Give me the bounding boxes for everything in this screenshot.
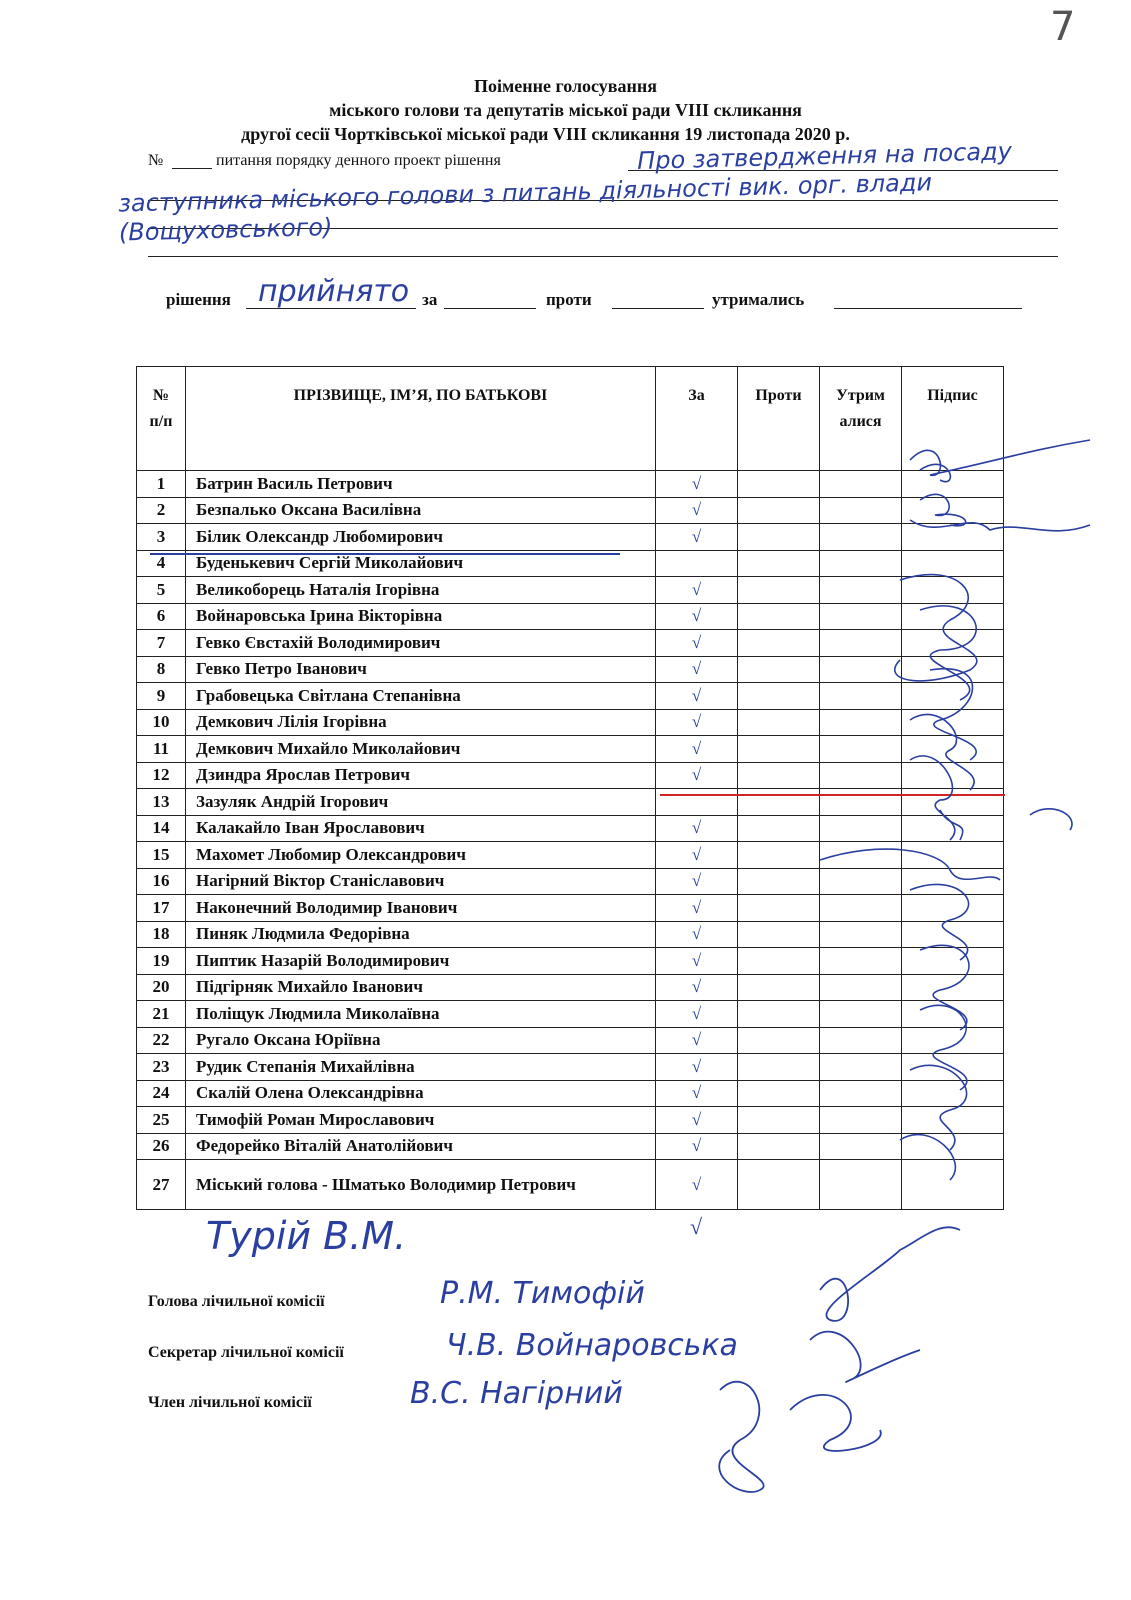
row-name: Гевко Петро Іванович (186, 656, 656, 683)
row-for-check: √ (656, 683, 738, 710)
row-for-check: √ (656, 1001, 738, 1028)
row-name: Ругало Оксана Юріївна (186, 1027, 656, 1054)
secretary-label: Секретар лічильної комісії (148, 1344, 344, 1361)
row-name: Підгірняк Михайло Іванович (186, 974, 656, 1001)
row-num: 23 (137, 1054, 186, 1081)
row-num: 12 (137, 762, 186, 789)
row-num: 11 (137, 736, 186, 763)
row-num: 9 (137, 683, 186, 710)
extra-voter-check: √ (690, 1214, 703, 1239)
row-name: Демкович Лілія Ігорівна (186, 709, 656, 736)
row-num: 18 (137, 921, 186, 948)
agenda-label: питання порядку денного проект рішення (216, 152, 501, 169)
header-name: ПРІЗВИЩЕ, ІМ’Я, ПО БАТЬКОВІ (186, 367, 656, 471)
row-name: Дзиндра Ярослав Петрович (186, 762, 656, 789)
row-for-check (656, 550, 738, 577)
row-for-check: √ (656, 603, 738, 630)
strike-line-row-4 (150, 553, 620, 555)
row-num: 26 (137, 1133, 186, 1160)
row-for-check: √ (656, 497, 738, 524)
row-for-check: √ (656, 815, 738, 842)
agenda-handwritten: Про затвердження на посаду заступника міського голови з питань діяльності вик. орг. влади (Вощуховського) (117, 137, 1013, 247)
abstain-label: утримались (712, 290, 805, 309)
row-for-check (656, 789, 738, 816)
decision-label: рішення (166, 290, 231, 309)
row-num: 17 (137, 895, 186, 922)
for-blank (444, 308, 536, 309)
row-num: 6 (137, 603, 186, 630)
row-num: 21 (137, 1001, 186, 1028)
member-label: Член лічильної комісії (148, 1394, 312, 1411)
agenda-number-prefix: № (148, 152, 164, 169)
row-num: 8 (137, 656, 186, 683)
row-for-check: √ (656, 921, 738, 948)
row-name: Буденькевич Сергій Миколайович (186, 550, 656, 577)
row-name: Батрин Василь Петрович (186, 471, 656, 498)
agenda-line-4 (148, 256, 1058, 257)
row-for-check: √ (656, 868, 738, 895)
row-for-check: √ (656, 1107, 738, 1134)
row-num: 13 (137, 789, 186, 816)
row-name: Грабовецька Світлана Степанівна (186, 683, 656, 710)
row-for-check: √ (656, 1133, 738, 1160)
title-line-1: Поіменне голосування (473, 76, 658, 96)
title-line-3: другої сесії Чортківської міської ради VIII скликання 19 листопада 2020 р. (241, 124, 850, 144)
row-name: Демкович Михайло Миколайович (186, 736, 656, 763)
row-name: Великоборець Наталія Ігорівна (186, 577, 656, 604)
row-num: 10 (137, 709, 186, 736)
row-name: Махомет Любомир Олександрович (186, 842, 656, 869)
chair-name: Р.М. Тимофій (440, 1276, 645, 1311)
header-for: За (656, 367, 738, 471)
row-name: Пиняк Людмила Федорівна (186, 921, 656, 948)
chair-label: Голова лічильної комісії (148, 1293, 325, 1310)
row-name: Калакайло Іван Ярославович (186, 815, 656, 842)
row-for-check: √ (656, 762, 738, 789)
row-num: 16 (137, 868, 186, 895)
row-name: Наконечний Володимир Іванович (186, 895, 656, 922)
row-num: 2 (137, 497, 186, 524)
against-blank (612, 308, 704, 309)
row-num: 27 (137, 1160, 186, 1210)
row-num: 1 (137, 471, 186, 498)
header-signature: Підпис (902, 367, 1004, 471)
decision-handwritten: прийнято (258, 274, 410, 309)
row-for-check: √ (656, 1027, 738, 1054)
row-name: Нагірний Віктор Станіславович (186, 868, 656, 895)
row-name: Скалій Олена Олександрівна (186, 1080, 656, 1107)
row-for-check: √ (656, 709, 738, 736)
extra-voter-name: Турій В.М. (206, 1214, 407, 1258)
row-num: 15 (137, 842, 186, 869)
row-num: 19 (137, 948, 186, 975)
row-name: Войнаровська Ірина Вікторівна (186, 603, 656, 630)
row-num: 4 (137, 550, 186, 577)
row-name: Федорейко Віталій Анатолійович (186, 1133, 656, 1160)
row-num: 22 (137, 1027, 186, 1054)
header-num: № п/п (137, 367, 186, 471)
row-num: 7 (137, 630, 186, 657)
row-num: 24 (137, 1080, 186, 1107)
row-name: Гевко Євстахій Володимирович (186, 630, 656, 657)
row-name: Тимофій Роман Мирославович (186, 1107, 656, 1134)
page-number: 7 (1050, 4, 1076, 50)
row-name: Білик Олександр Любомирович (186, 524, 656, 551)
row-name: Поліщук Людмила Миколаївна (186, 1001, 656, 1028)
secretary-name: Ч.В. Войнаровська (446, 1328, 738, 1363)
member-name: В.С. Нагірний (410, 1376, 623, 1411)
row-for-check: √ (656, 471, 738, 498)
row-name: Пиптик Назарій Володимирович (186, 948, 656, 975)
row-for-check: √ (656, 1160, 738, 1210)
row-for-check: √ (656, 577, 738, 604)
row-num: 14 (137, 815, 186, 842)
signature-column-scribbles (800, 420, 1100, 1200)
abstain-blank (834, 308, 1022, 309)
row-for-check: √ (656, 524, 738, 551)
row-num: 20 (137, 974, 186, 1001)
row-for-check: √ (656, 974, 738, 1001)
commission-signatures (660, 1210, 1020, 1500)
row-name: Рудик Степанія Михайлівна (186, 1054, 656, 1081)
for-label: за (422, 290, 438, 309)
row-name: Зазуляк Андрій Ігорович (186, 789, 656, 816)
row-for-check: √ (656, 895, 738, 922)
title-line-2: міського голови та депутатів міської ради VIII скликання (329, 100, 802, 120)
header-abstain: Утрималися (820, 367, 902, 471)
row-for-check: √ (656, 1054, 738, 1081)
row-for-check: √ (656, 842, 738, 869)
against-label: проти (546, 290, 592, 309)
row-name: Безпалько Оксана Василівна (186, 497, 656, 524)
row-for-check: √ (656, 948, 738, 975)
row-num: 25 (137, 1107, 186, 1134)
row-num: 3 (137, 524, 186, 551)
row-for-check: √ (656, 630, 738, 657)
row-for-check: √ (656, 1080, 738, 1107)
header-against: Проти (738, 367, 820, 471)
row-for-check: √ (656, 656, 738, 683)
row-num: 5 (137, 577, 186, 604)
row-for-check: √ (656, 736, 738, 763)
row-name: Міський голова - Шматько Володимир Петрович (186, 1160, 656, 1210)
